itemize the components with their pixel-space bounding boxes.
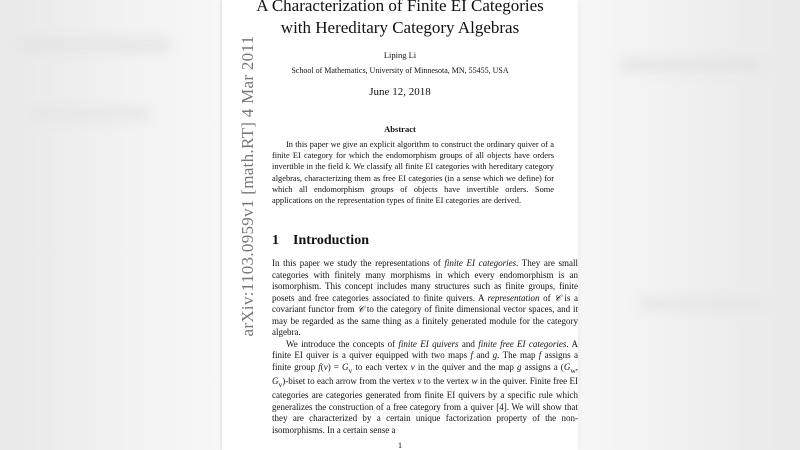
author-affiliation: School of Mathematics, University of Minnesota, MN, 55455, USA bbox=[291, 66, 509, 75]
section-heading bbox=[272, 233, 369, 249]
blurred-text-ghost bbox=[30, 110, 150, 118]
author-name: Liping Li bbox=[383, 50, 417, 60]
paper-date: June 12, 2018 bbox=[369, 86, 431, 98]
section-title: Introduction bbox=[293, 233, 369, 248]
intro-paragraph-1: In this paper we study the representations of finite EI categories. They are small categories with finitely many morphisms in which every endomorphism is an isomorphism. This concept includes many structures such as finite groups, finite posets and free categories associated to finite quivers. A representation of 𝒞 is a covariant functor from 𝒞 to the category of finite dimensional vector spaces, and it may be regarded as the same thing as a finitely generated module for the category algebra. bbox=[272, 258, 579, 337]
page-number: 1 bbox=[397, 440, 403, 450]
paper-title bbox=[222, 0, 578, 39]
title-line-1: A Characterization of Finite EI Categories bbox=[256, 0, 544, 15]
blurred-text-ghost bbox=[640, 300, 760, 308]
title-line-2: with Hereditary Category Algebras bbox=[280, 18, 520, 37]
intro-body bbox=[272, 258, 578, 436]
blurred-background-left bbox=[0, 0, 220, 450]
blurred-text-ghost bbox=[620, 60, 760, 70]
abstract-text: In this paper we give an explicit algorithm to construct the ordinary quiver of a finite EI category for which the endomorphism groups of all objects have orders invertible in the field k. We classify all finite EI categories with hereditary category algebras, characterizing them as free EI categories (in a sense which we define) for which all endomorphism groups of objects have invertible orders. Some applications on the representation types of finite EI categories are derived. bbox=[272, 140, 554, 206]
arxiv-stamp-text: arXiv:1103.0959v1 [math.RT] 4 Mar 2011 bbox=[238, 35, 257, 337]
abstract-heading: Abstract bbox=[384, 124, 416, 134]
section-number: 1 bbox=[272, 233, 279, 248]
intro-paragraph-2: We introduce the concepts of finite EI quivers and finite free EI categories. A finite EI quiver is a quiver equipped with two maps f and g. The map f assigns a finite group $f(v) = G_v$ to each vertex v in the quiver and the map g assigns a ($G_w$, $G_v$)-biset to each arrow from the vertex v to the vertex w in the quiver. Finite free EI categories are categories generated from finite EI quivers by a specific rule which generalizes the construction of a free category from a quiver [4]. We will show that they are characterized by a certain unique factorization property of the non-isomorphisms. In a certain sense a bbox=[272, 338, 579, 435]
blurred-text-ghost bbox=[20, 40, 170, 50]
